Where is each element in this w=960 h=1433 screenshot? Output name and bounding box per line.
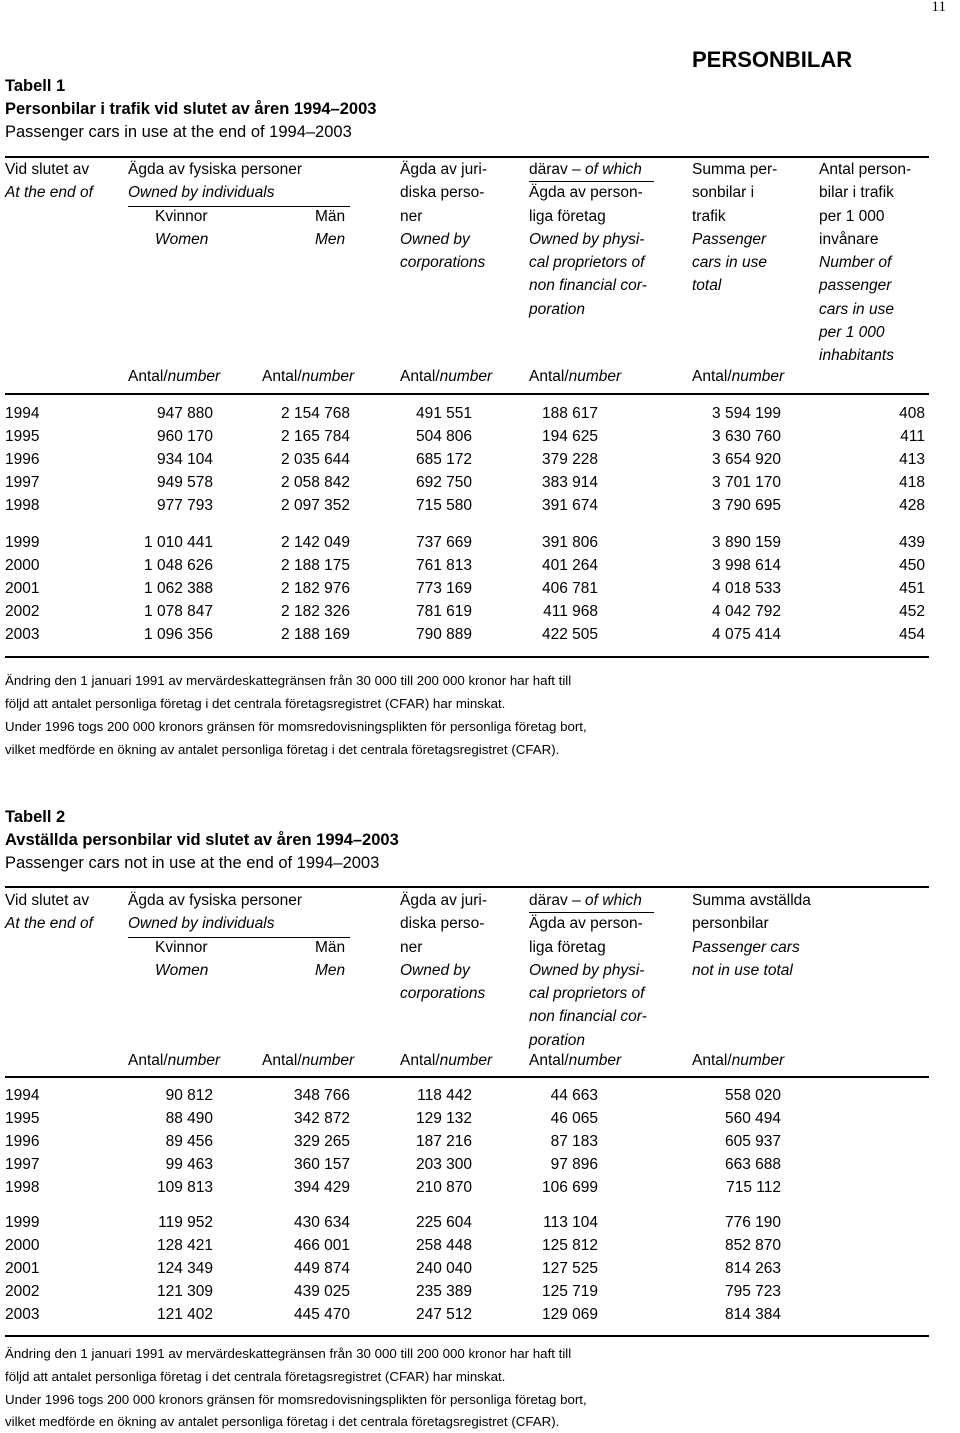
proprietors-header-en-1: Owned by physi- [529, 961, 645, 979]
table-2-bottom-rule [5, 1335, 929, 1337]
table-row [0, 428, 960, 451]
year-cell: 1997 [5, 474, 40, 491]
men-cell: 2 165 784 [281, 428, 350, 445]
corporations-header [400, 889, 487, 1005]
total-cell: 852 870 [724, 1237, 781, 1254]
corporations-cell: 118 442 [417, 1087, 472, 1104]
total-cell: 776 190 [724, 1214, 781, 1231]
total-header [692, 158, 777, 298]
proprietors-cell: 383 914 [541, 474, 598, 491]
women-cell: 121 402 [156, 1306, 213, 1323]
women-cell: 119 952 [158, 1214, 213, 1231]
women-cell: 121 309 [156, 1283, 213, 1300]
men-cell: 466 001 [293, 1237, 350, 1254]
per-capita-cell: 454 [899, 626, 925, 643]
total-cell: 3 998 614 [712, 557, 781, 574]
men-cell: 394 429 [293, 1179, 350, 1196]
proprietors-cell: 406 781 [541, 580, 598, 597]
total-cell: 3 594 199 [712, 405, 781, 422]
year-cell: 1994 [5, 405, 40, 422]
table-row [0, 1214, 960, 1237]
table-row [0, 1133, 960, 1156]
corporations-cell: 790 889 [415, 626, 472, 643]
individuals-header-en: Owned by individuals [128, 915, 275, 933]
proprietors-cell: 411 968 [543, 603, 598, 620]
table-row [0, 1179, 960, 1202]
individuals-header [128, 889, 302, 936]
total-cell: 814 263 [724, 1260, 781, 1277]
per-capita-header [819, 158, 911, 368]
section-banner: PERSONBILAR [692, 47, 853, 72]
individuals-header [128, 158, 302, 205]
women-cell: 1 010 441 [144, 534, 213, 551]
total-cell: 605 937 [724, 1133, 781, 1150]
of-which-label: därav – of which [529, 892, 642, 909]
proprietors-header-sv-1: Ägda av person- [529, 915, 643, 933]
total-cell: 3 630 760 [712, 428, 781, 445]
table-row [0, 557, 960, 580]
year-cell: 1995 [5, 428, 40, 445]
women-cell: 947 880 [156, 405, 213, 422]
footnote-line: Ändring den 1 januari 1991 av mervärdeskattegränsen från 30 000 till 200 000 kronor har haft till [5, 673, 572, 688]
corporations-cell: 491 551 [415, 405, 472, 422]
total-cell: 3 890 159 [712, 534, 781, 551]
table-row [0, 1110, 960, 1133]
unit-label: Antal/number [692, 368, 785, 385]
corporations-cell: 225 604 [415, 1214, 472, 1231]
proprietors-header-en-4: poration [529, 300, 586, 318]
proprietors-header-en-1: Owned by physi- [529, 230, 645, 248]
total-header-en-1: Passenger [692, 230, 767, 248]
proprietors-cell: 391 806 [541, 534, 598, 551]
women-cell: 1 062 388 [144, 580, 213, 597]
corporations-header-sv-1: Ägda av juri- [400, 161, 488, 178]
per-capita-cell: 450 [899, 557, 925, 574]
men-cell: 2 035 644 [281, 451, 350, 468]
per-capita-cell: 428 [899, 497, 925, 514]
unit-label: Antal/number [262, 1052, 355, 1069]
corporations-header-sv-1: Ägda av juri- [400, 892, 488, 909]
corporations-header [400, 158, 487, 274]
per-capita-cell: 451 [899, 580, 925, 597]
year-header [5, 158, 93, 205]
men-cell: 2 097 352 [281, 497, 350, 514]
men-header [315, 205, 345, 252]
men-header [315, 936, 345, 983]
men-cell: 439 025 [293, 1283, 350, 1300]
table-row [0, 1237, 960, 1260]
corporations-cell: 504 806 [415, 428, 472, 445]
footnote-line: Ändring den 1 januari 1991 av mervärdeskattegränsen från 30 000 till 200 000 kronor har haft till [5, 1346, 572, 1361]
page-number: 11 [931, 0, 946, 15]
proprietors-cell: 44 663 [550, 1087, 598, 1104]
table-row [0, 497, 960, 520]
year-cell: 1997 [5, 1156, 40, 1173]
proprietors-cell: 391 674 [541, 497, 598, 514]
per-capita-header-en-3: cars in use [819, 300, 894, 318]
per-capita-cell: 411 [900, 428, 925, 445]
corporations-header-en-2: corporations [400, 985, 486, 1003]
per-capita-header-en-4: per 1 000 [819, 324, 885, 342]
corporations-header-en-1: Owned by [400, 230, 470, 248]
corporations-cell: 129 132 [415, 1110, 472, 1127]
year-cell: 1998 [5, 1179, 40, 1196]
proprietors-cell: 46 065 [550, 1110, 598, 1127]
men-cell: 2 182 976 [281, 580, 350, 597]
per-capita-cell: 439 [899, 534, 925, 551]
proprietors-header-en-3: non financial cor- [529, 277, 647, 295]
proprietors-header [529, 158, 647, 321]
table-2-number: Tabell 2 [5, 808, 66, 826]
men-cell: 445 470 [293, 1306, 350, 1323]
individuals-header-en: Owned by individuals [128, 184, 275, 202]
year-cell: 2003 [5, 626, 40, 643]
women-cell: 977 793 [156, 497, 213, 514]
men-header-en: Men [315, 231, 346, 249]
corporations-cell: 258 448 [415, 1237, 472, 1254]
per-capita-header-sv-2: bilar i trafik [819, 184, 894, 202]
table-row [0, 580, 960, 603]
total-header-sv-2: personbilar [692, 915, 769, 933]
table-row [0, 626, 960, 649]
total-cell: 3 701 170 [712, 474, 781, 491]
proprietors-cell: 125 719 [541, 1283, 598, 1300]
total-cell: 795 723 [724, 1283, 781, 1300]
men-cell: 2 154 768 [281, 405, 350, 422]
per-capita-cell: 408 [899, 405, 925, 422]
men-cell: 2 142 049 [281, 534, 350, 551]
table-1-title [5, 75, 376, 144]
corporations-header-sv-2: diska perso- [400, 184, 485, 202]
table-row [0, 1260, 960, 1283]
proprietors-header-en-2: cal proprietors of [529, 254, 645, 272]
unit-label: Antal/number [262, 368, 355, 385]
women-cell: 1 096 356 [144, 626, 213, 643]
footnote-line: Under 1996 togs 200 000 kronors gränsen för momsredovisningsplikten för personliga företag bort, [5, 719, 587, 734]
proprietors-cell: 188 617 [541, 405, 598, 422]
total-cell: 715 112 [726, 1179, 781, 1196]
year-cell: 2001 [5, 1260, 40, 1277]
corporations-cell: 187 216 [415, 1133, 472, 1150]
women-header [155, 936, 208, 983]
men-cell: 430 634 [293, 1214, 350, 1231]
proprietors-cell: 129 069 [541, 1306, 598, 1323]
men-cell: 348 766 [293, 1087, 350, 1104]
unit-label: Antal/number [692, 1052, 785, 1069]
table-row [0, 405, 960, 428]
proprietors-header-sv-2: liga företag [529, 938, 606, 956]
year-cell: 1994 [5, 1087, 40, 1104]
corporations-cell: 240 040 [415, 1260, 472, 1277]
proprietors-cell: 127 525 [541, 1260, 598, 1277]
per-capita-header-en-5: inhabitants [819, 347, 894, 365]
men-cell: 2 188 175 [281, 557, 350, 574]
unit-label: Antal/number [128, 1052, 221, 1069]
women-header-en: Women [155, 962, 209, 980]
total-header-sv-2: sonbilar i [692, 184, 755, 202]
women-cell: 109 813 [156, 1179, 213, 1196]
year-header-en: At the end of [5, 915, 93, 933]
corporations-cell: 773 169 [415, 580, 472, 597]
year-header-sv: Vid slutet av [5, 161, 90, 178]
year-cell: 1996 [5, 1133, 40, 1150]
men-cell: 2 182 326 [281, 603, 350, 620]
year-cell: 1999 [5, 534, 40, 551]
unit-label: Antal/number [128, 368, 221, 385]
unit-label: Antal/number [529, 1052, 622, 1069]
total-header-en-2: cars in use [692, 254, 767, 272]
total-header-en-2: not in use total [692, 961, 793, 979]
total-header-sv-3: trafik [692, 207, 726, 225]
per-capita-header-sv-1: Antal person- [819, 161, 912, 178]
total-header [692, 889, 811, 982]
year-header [5, 889, 93, 936]
women-cell: 949 578 [156, 474, 213, 491]
table-row [0, 451, 960, 474]
men-cell: 342 872 [293, 1110, 350, 1127]
proprietors-cell: 106 699 [541, 1179, 598, 1196]
unit-label: Antal/number [529, 368, 622, 385]
table-2-title-en: Passenger cars not in use at the end of 1994–2003 [5, 854, 380, 872]
year-header-sv: Vid slutet av [5, 892, 90, 909]
footnote-line: Under 1996 togs 200 000 kronors gränsen för momsredovisningsplikten för personliga företag bort, [5, 1392, 587, 1407]
table-row [0, 603, 960, 626]
corporations-header-en-2: corporations [400, 254, 486, 272]
proprietors-cell: 97 896 [550, 1156, 598, 1173]
footnote-line: följd att antalet personliga företag i det centrala företagsregistret (CFAR) har minskat. [5, 696, 506, 711]
total-cell: 3 790 695 [712, 497, 781, 514]
year-cell: 1996 [5, 451, 40, 468]
unit-label: Antal/number [400, 1052, 493, 1069]
corporations-cell: 210 870 [415, 1179, 472, 1196]
table-2-top-rule [5, 886, 929, 888]
table-1-header-rule [5, 393, 929, 395]
table-1-bottom-rule [5, 656, 929, 658]
women-cell: 90 812 [165, 1087, 213, 1104]
year-cell: 1999 [5, 1214, 40, 1231]
of-which-label: därav – of which [529, 161, 642, 178]
corporations-header-en-1: Owned by [400, 961, 470, 979]
women-cell: 960 170 [156, 428, 213, 445]
corporations-cell: 761 813 [415, 557, 472, 574]
per-capita-cell: 418 [899, 474, 925, 491]
men-header-sv: Män [315, 208, 346, 225]
year-cell: 2002 [5, 603, 40, 620]
proprietors-header-sv-2: liga företag [529, 207, 606, 225]
men-cell: 360 157 [293, 1156, 350, 1173]
total-header-sv-1: Summa avställda [692, 892, 811, 909]
women-cell: 89 456 [165, 1133, 213, 1150]
per-capita-header-en-2: passenger [819, 277, 892, 295]
men-cell: 329 265 [293, 1133, 350, 1150]
year-cell: 2003 [5, 1306, 40, 1323]
table-row [0, 1306, 960, 1329]
corporations-cell: 715 580 [415, 497, 472, 514]
table-2-title-sv: Avställda personbilar vid slutet av åren 1994–2003 [5, 831, 399, 849]
total-cell: 558 020 [724, 1087, 781, 1104]
total-cell: 560 494 [724, 1110, 781, 1127]
total-cell: 663 688 [724, 1156, 781, 1173]
corporations-cell: 781 619 [415, 603, 472, 620]
total-header-en-3: total [692, 277, 722, 295]
corporations-cell: 235 389 [415, 1283, 472, 1300]
unit-label: Antal/number [400, 368, 493, 385]
corporations-cell: 685 172 [415, 451, 472, 468]
table-2-header-rule [5, 1076, 929, 1078]
per-capita-header-en-1: Number of [819, 254, 892, 272]
proprietors-cell: 422 505 [541, 626, 598, 643]
corporations-cell: 203 300 [415, 1156, 472, 1173]
total-cell: 4 018 533 [712, 580, 781, 597]
women-cell: 99 463 [165, 1156, 213, 1173]
table-1-title-en: Passenger cars in use at the end of 1994–2003 [5, 123, 352, 141]
proprietors-cell: 194 625 [541, 428, 598, 445]
corporations-header-sv-2: diska perso- [400, 915, 485, 933]
table-row [0, 474, 960, 497]
corporations-cell: 692 750 [415, 474, 472, 491]
women-header [155, 205, 208, 252]
unit-row [0, 1052, 960, 1074]
table-2-title [5, 806, 399, 875]
men-header-sv: Män [315, 939, 346, 956]
total-cell: 814 384 [724, 1306, 781, 1323]
year-header-en: At the end of [5, 184, 93, 202]
proprietors-cell: 125 812 [541, 1237, 598, 1254]
of-which-sv: därav [529, 161, 568, 178]
individuals-header-sv: Ägda av fysiska personer [128, 161, 303, 178]
of-which-en: of which [585, 892, 642, 909]
per-capita-header-sv-3: per 1 000 [819, 207, 885, 225]
total-header-sv-1: Summa per- [692, 161, 778, 178]
unit-row [0, 368, 960, 390]
table-row [0, 1087, 960, 1110]
total-cell: 4 042 792 [712, 603, 781, 620]
women-cell: 88 490 [165, 1110, 213, 1127]
corporations-cell: 737 669 [415, 534, 472, 551]
proprietors-header [529, 889, 647, 1052]
corporations-cell: 247 512 [415, 1306, 472, 1323]
year-cell: 1995 [5, 1110, 40, 1127]
per-capita-cell: 413 [899, 451, 925, 468]
footnote-line: vilket medförde en ökning av antalet personliga företag i det centrala företagsregistret (CFAR). [5, 742, 560, 757]
of-which-sv: därav [529, 892, 568, 909]
year-cell: 2000 [5, 1237, 40, 1254]
proprietors-cell: 113 104 [543, 1214, 598, 1231]
footnote-line: följd att antalet personliga företag i det centrala företagsregistret (CFAR) har minskat. [5, 1369, 506, 1384]
per-capita-header-sv-4: invånare [819, 230, 879, 248]
year-cell: 1998 [5, 497, 40, 514]
of-which-underline [529, 181, 654, 182]
year-cell: 2000 [5, 557, 40, 574]
year-cell: 2002 [5, 1283, 40, 1300]
women-cell: 934 104 [156, 451, 213, 468]
women-header-sv: Kvinnor [155, 939, 208, 956]
table-1-number: Tabell 1 [5, 77, 66, 95]
of-which-underline [529, 912, 654, 913]
proprietors-cell: 379 228 [541, 451, 598, 468]
corporations-header-sv-3: ner [400, 938, 423, 956]
proprietors-header-en-3: non financial cor- [529, 1008, 647, 1026]
table-1-title-sv: Personbilar i trafik vid slutet av åren 1994–2003 [5, 100, 377, 118]
women-header-sv: Kvinnor [155, 208, 208, 225]
women-cell: 1 048 626 [144, 557, 213, 574]
footnote-line: vilket medförde en ökning av antalet personliga företag i det centrala företagsregistret (CFAR). [5, 1414, 560, 1429]
per-capita-cell: 452 [899, 603, 925, 620]
total-cell: 3 654 920 [712, 451, 781, 468]
men-cell: 449 874 [293, 1260, 350, 1277]
of-which-en: of which [585, 161, 642, 178]
total-cell: 4 075 414 [712, 626, 781, 643]
year-cell: 2001 [5, 580, 40, 597]
women-header-en: Women [155, 231, 209, 249]
table-row [0, 1156, 960, 1179]
proprietors-header-en-2: cal proprietors of [529, 985, 645, 1003]
men-header-en: Men [315, 962, 346, 980]
proprietors-header-sv-1: Ägda av person- [529, 184, 643, 202]
total-header-en-1: Passenger cars [692, 938, 800, 956]
men-cell: 2 188 169 [281, 626, 350, 643]
table-row [0, 1283, 960, 1306]
table-row [0, 534, 960, 557]
proprietors-cell: 401 264 [541, 557, 598, 574]
women-cell: 128 421 [156, 1237, 213, 1254]
women-cell: 124 349 [156, 1260, 213, 1277]
women-cell: 1 078 847 [144, 603, 213, 620]
men-cell: 2 058 842 [281, 474, 350, 491]
proprietors-header-en-4: poration [529, 1031, 586, 1049]
proprietors-cell: 87 183 [550, 1133, 598, 1150]
corporations-header-sv-3: ner [400, 207, 423, 225]
individuals-header-sv: Ägda av fysiska personer [128, 892, 303, 909]
